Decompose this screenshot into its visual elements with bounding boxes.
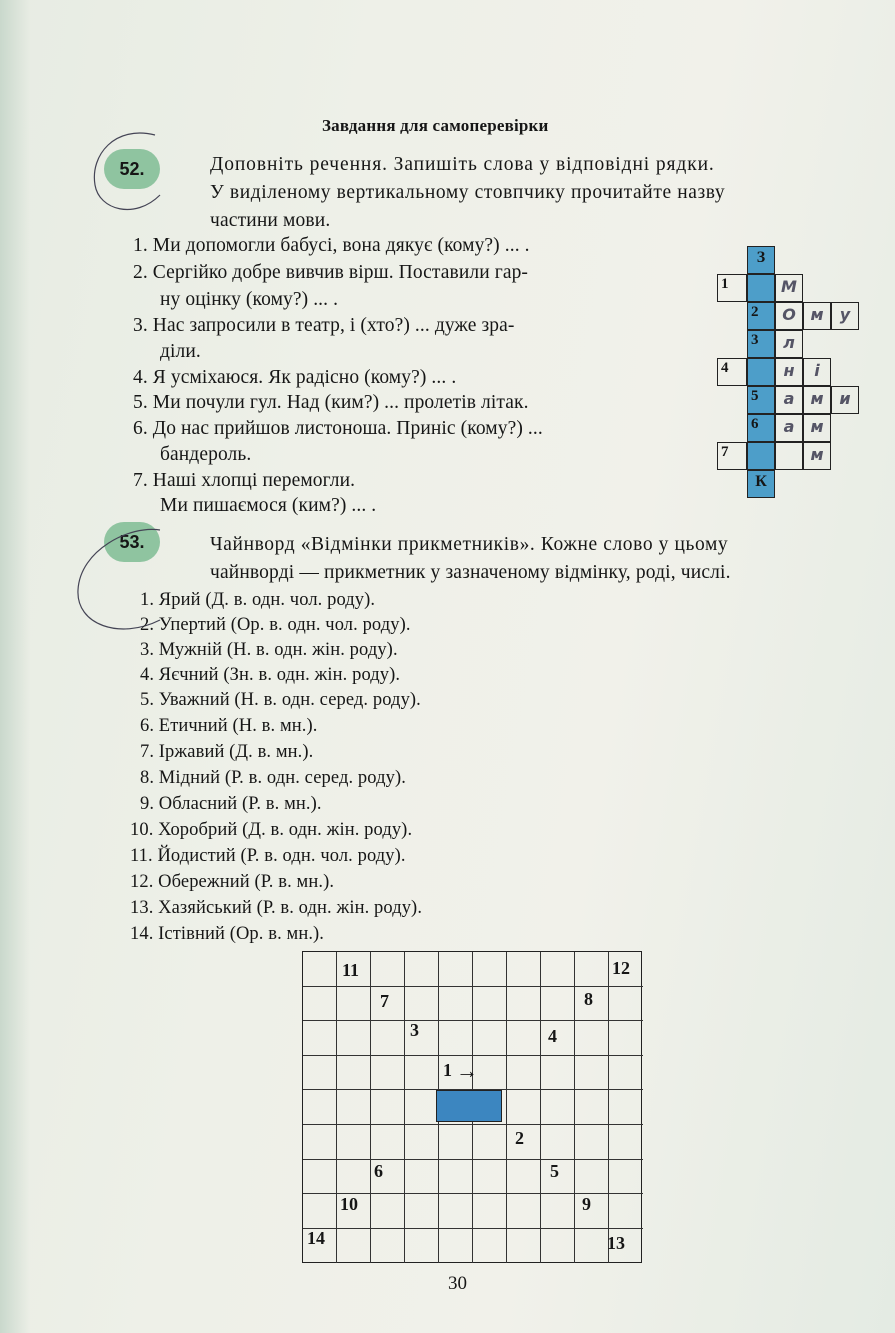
task-52-item: діли.	[160, 341, 201, 362]
task-52-item: 1. Ми допомогли бабусі, вона дякує (кому?) ... .	[133, 235, 530, 256]
chainword-cell	[473, 1021, 507, 1056]
task-52-badge	[104, 149, 160, 189]
chainword-cell	[473, 987, 507, 1022]
chainword-cell	[507, 952, 541, 987]
task-53-item: 9. Обласний (Р. в. мн.).	[140, 794, 322, 814]
chainword-cell	[575, 1160, 609, 1195]
instruction-line: частини мови.	[210, 210, 331, 231]
chainword-cell	[541, 1021, 575, 1056]
section-title: Завдання для самоперевірки	[322, 116, 549, 135]
chainword-cell	[507, 1125, 541, 1160]
chainword-cell	[473, 1056, 507, 1091]
chainword-cell	[303, 952, 337, 987]
crossword-highlight-cell	[747, 330, 775, 358]
task-53-item: 12. Обережний (Р. в. мн.).	[130, 872, 335, 892]
grid-number: 7	[380, 991, 389, 1011]
chainword-cell	[337, 1056, 371, 1091]
task-53-item: 13. Хазяйський (Р. в. одн. жін. роду).	[130, 898, 423, 918]
handwritten-letter: м	[810, 389, 824, 408]
chainword-cell	[507, 1229, 541, 1264]
chainword-cell	[405, 987, 439, 1022]
chainword-cell	[473, 952, 507, 987]
chainword-cell	[541, 1125, 575, 1160]
chainword-cell	[371, 1125, 405, 1160]
task-52-item: 7. Наші хлопці перемогли.	[133, 470, 356, 491]
instruction-line: У виділеному вертикальному стовпчику прочитайте назву	[210, 182, 726, 203]
chainword-cell	[405, 1160, 439, 1195]
chainword-cell	[507, 1056, 541, 1091]
task-53-item: 4. Яєчний (Зн. в. одн. жін. роду).	[140, 665, 401, 685]
chainword-cell	[371, 1194, 405, 1229]
chainword-cell	[507, 1021, 541, 1056]
task-53-item: 10. Хоробрий (Д. в. одн. жін. роду).	[130, 820, 413, 840]
start-arrow-icon: →	[456, 1058, 478, 1083]
chainword-cell	[439, 1160, 473, 1195]
chainword-cell	[439, 952, 473, 987]
instruction-line: Чайнворд «Відмінки прикметників». Кожне слово у цьому	[210, 534, 729, 555]
crossword-row-number: 6	[751, 416, 759, 432]
crossword-highlight-cell	[747, 442, 775, 470]
grid-number: 5	[550, 1161, 559, 1181]
page-shadow	[0, 0, 30, 1333]
chainword-cell	[405, 1229, 439, 1264]
crossword-highlight-cell	[747, 386, 775, 414]
handwritten-letter: л	[783, 333, 795, 352]
crossword-highlight-cell	[747, 274, 775, 302]
crossword-highlight-cell	[747, 414, 775, 442]
chainword-cell	[609, 1021, 643, 1056]
crossword-cell	[775, 442, 803, 470]
chainword-cell	[575, 1229, 609, 1264]
chainword-cell	[337, 1125, 371, 1160]
chainword-cell	[609, 1125, 643, 1160]
handwritten-letter: а	[783, 417, 795, 436]
chainword-cell	[303, 987, 337, 1022]
task-53-item: 8. Мідний (Р. в. одн. серед. роду).	[140, 768, 406, 788]
chainword-cell	[473, 1229, 507, 1264]
chainword-cell	[575, 1125, 609, 1160]
task-52-item: Ми пишаємося (ким?) ... .	[160, 495, 377, 516]
task-53-item: 1. Ярий (Д. в. одн. чол. роду).	[140, 590, 376, 610]
task-52-item: бандероль.	[160, 444, 252, 465]
chainword-cell	[541, 987, 575, 1022]
chainword-cell	[371, 1090, 405, 1125]
crossword-row-number: 3	[751, 332, 759, 348]
crossword-cell-bottom	[747, 470, 775, 498]
chainword-cell	[575, 1021, 609, 1056]
handwritten-letter: м	[810, 417, 824, 436]
chainword-cell	[473, 1125, 507, 1160]
task-53-instruction	[210, 531, 731, 587]
chainword-cell	[507, 987, 541, 1022]
grid-number: 6	[374, 1161, 383, 1181]
crossword-cell	[803, 442, 831, 470]
crossword-highlight-cell	[747, 302, 775, 330]
crossword-row-number: 2	[751, 304, 759, 320]
crossword-cell	[775, 330, 803, 358]
task-52-item: 4. Я усміхаюся. Як радісно (кому?) ... .	[133, 367, 457, 388]
chainword-cell	[337, 987, 371, 1022]
chainword-cell	[405, 1125, 439, 1160]
grid-number: 3	[410, 1020, 419, 1040]
chainword-cell	[541, 1056, 575, 1091]
crossword-cell	[803, 386, 831, 414]
chainword-cell	[507, 1160, 541, 1195]
handwritten-letter: и	[839, 389, 851, 408]
chainword-cell	[303, 1090, 337, 1125]
crossword-top-letter: З	[756, 249, 766, 266]
chainword-cell	[371, 1229, 405, 1264]
crossword-cell	[775, 274, 803, 302]
chainword-cell	[405, 1194, 439, 1229]
task-53-item: 6. Етичний (Н. в. мн.).	[140, 716, 318, 736]
task-53-item: 3. Мужній (Н. в. одн. жін. роду).	[140, 640, 398, 660]
chainword-cell	[405, 1090, 439, 1125]
grid-number: 11	[342, 960, 360, 980]
grid-number: 9	[582, 1194, 591, 1214]
chainword-cell	[609, 1056, 643, 1091]
chainword-cell	[541, 1090, 575, 1125]
chainword-cell	[575, 952, 609, 987]
task-52-item: 5. Ми почули гул. Над (ким?) ... пролетів літак.	[133, 392, 529, 413]
chainword-cell	[575, 1090, 609, 1125]
crossword-cell	[717, 442, 747, 470]
chainword-cell	[303, 1194, 337, 1229]
task-52-instruction	[210, 151, 725, 235]
task-53-number: 53.	[119, 531, 145, 552]
handwritten-letter: і	[814, 361, 820, 380]
chainword-highlight-cell	[436, 1090, 502, 1122]
grid-number: 12	[612, 958, 630, 978]
task-52-item: 3. Нас запросили в театр, і (хто?) ... дуже зра-	[133, 315, 515, 336]
crossword-row-number: 7	[721, 444, 729, 460]
chainword-cell	[371, 1056, 405, 1091]
chainword-cell	[303, 1021, 337, 1056]
chainword-cell	[337, 1160, 371, 1195]
chainword-cell	[439, 1125, 473, 1160]
crossword-cell	[717, 274, 747, 302]
crossword-cell	[831, 386, 859, 414]
chainword-cell	[609, 987, 643, 1022]
chainword-cell	[405, 952, 439, 987]
grid-number: 10	[340, 1194, 358, 1214]
task-53-item: 14. Істівний (Ор. в. мн.).	[130, 924, 325, 944]
chainword-cell	[575, 1194, 609, 1229]
grid-number: 4	[548, 1026, 557, 1046]
chainword-cell	[609, 1194, 643, 1229]
crossword-cell	[831, 302, 859, 330]
crossword-bottom-letter: К	[755, 473, 767, 490]
handwritten-letter: а	[783, 389, 795, 408]
chainword-cell	[541, 1229, 575, 1264]
chainword-cell	[609, 1090, 643, 1125]
crossword-row-number: 4	[721, 360, 729, 376]
crossword-cell	[803, 358, 831, 386]
chainword-cell	[337, 1090, 371, 1125]
chainword-cell	[609, 1160, 643, 1195]
chainword-cell	[303, 1160, 337, 1195]
task-53-item: 7. Іржавий (Д. в. мн.).	[140, 742, 314, 762]
crossword-cell	[803, 302, 831, 330]
task-53-item: 11. Йодистий (Р. в. одн. чол. роду).	[130, 846, 406, 866]
chainword-cell	[473, 1160, 507, 1195]
crossword-row-number: 1	[721, 276, 729, 292]
task-53-item: 2. Упертий (Ор. в. одн. чол. роду).	[140, 615, 411, 635]
task-52-item: 6. До нас прийшов листоноша. Приніс (кому?) ...	[133, 418, 543, 439]
crossword-cell	[803, 414, 831, 442]
chainword-cell	[439, 1229, 473, 1264]
crossword-cell-top	[747, 246, 775, 274]
chainword-cell	[473, 1194, 507, 1229]
handwritten-letter: у	[839, 305, 851, 324]
chainword-cell	[439, 1194, 473, 1229]
grid-number: 13	[607, 1233, 625, 1253]
handwritten-letter: н	[783, 361, 795, 380]
crossword-cell	[775, 414, 803, 442]
chainword-cell	[507, 1194, 541, 1229]
grid-number: 1	[443, 1060, 452, 1080]
grid-number: 14	[307, 1228, 325, 1248]
task-52-item: 2. Сергійко добре вивчив вірш. Поставили гар-	[133, 262, 529, 283]
chainword-cell	[541, 952, 575, 987]
chainword-cell	[541, 1194, 575, 1229]
chainword-cell	[405, 1056, 439, 1091]
task-53-badge	[104, 522, 160, 562]
handwritten-letter: м	[810, 305, 824, 324]
grid-number: 8	[584, 989, 593, 1009]
task-53-item: 5. Уважний (Н. в. одн. серед. роду).	[140, 690, 421, 710]
crossword-row-number: 5	[751, 388, 759, 404]
chainword-cell	[371, 952, 405, 987]
instruction-line: чайнворді — прикметник у зазначеному відмінку, роді, числі.	[210, 562, 731, 583]
chainword-cell	[337, 1021, 371, 1056]
task-52-item: ну оцінку (кому?) ... .	[160, 289, 339, 310]
crossword-highlight-cell	[747, 358, 775, 386]
chainword-cell	[303, 1125, 337, 1160]
handwritten-letter: О	[782, 305, 796, 324]
chainword-cell	[439, 987, 473, 1022]
handwritten-letter: М	[781, 277, 797, 296]
handwritten-letter: м	[810, 445, 824, 464]
crossword-cell	[717, 358, 747, 386]
crossword-cell	[775, 302, 803, 330]
instruction-line: Доповніть речення. Запишіть слова у відповідні рядки.	[210, 154, 715, 175]
chainword-cell	[507, 1090, 541, 1125]
crossword-cell	[775, 358, 803, 386]
grid-number: 2	[515, 1128, 524, 1148]
chainword-cell	[575, 1056, 609, 1091]
chainword-cell	[337, 1229, 371, 1264]
chainword-cell	[303, 1056, 337, 1091]
task-52-number: 52.	[119, 158, 145, 179]
page-number: 30	[448, 1273, 467, 1294]
chainword-cell	[371, 1021, 405, 1056]
chainword-cell	[439, 1021, 473, 1056]
crossword-cell	[775, 386, 803, 414]
